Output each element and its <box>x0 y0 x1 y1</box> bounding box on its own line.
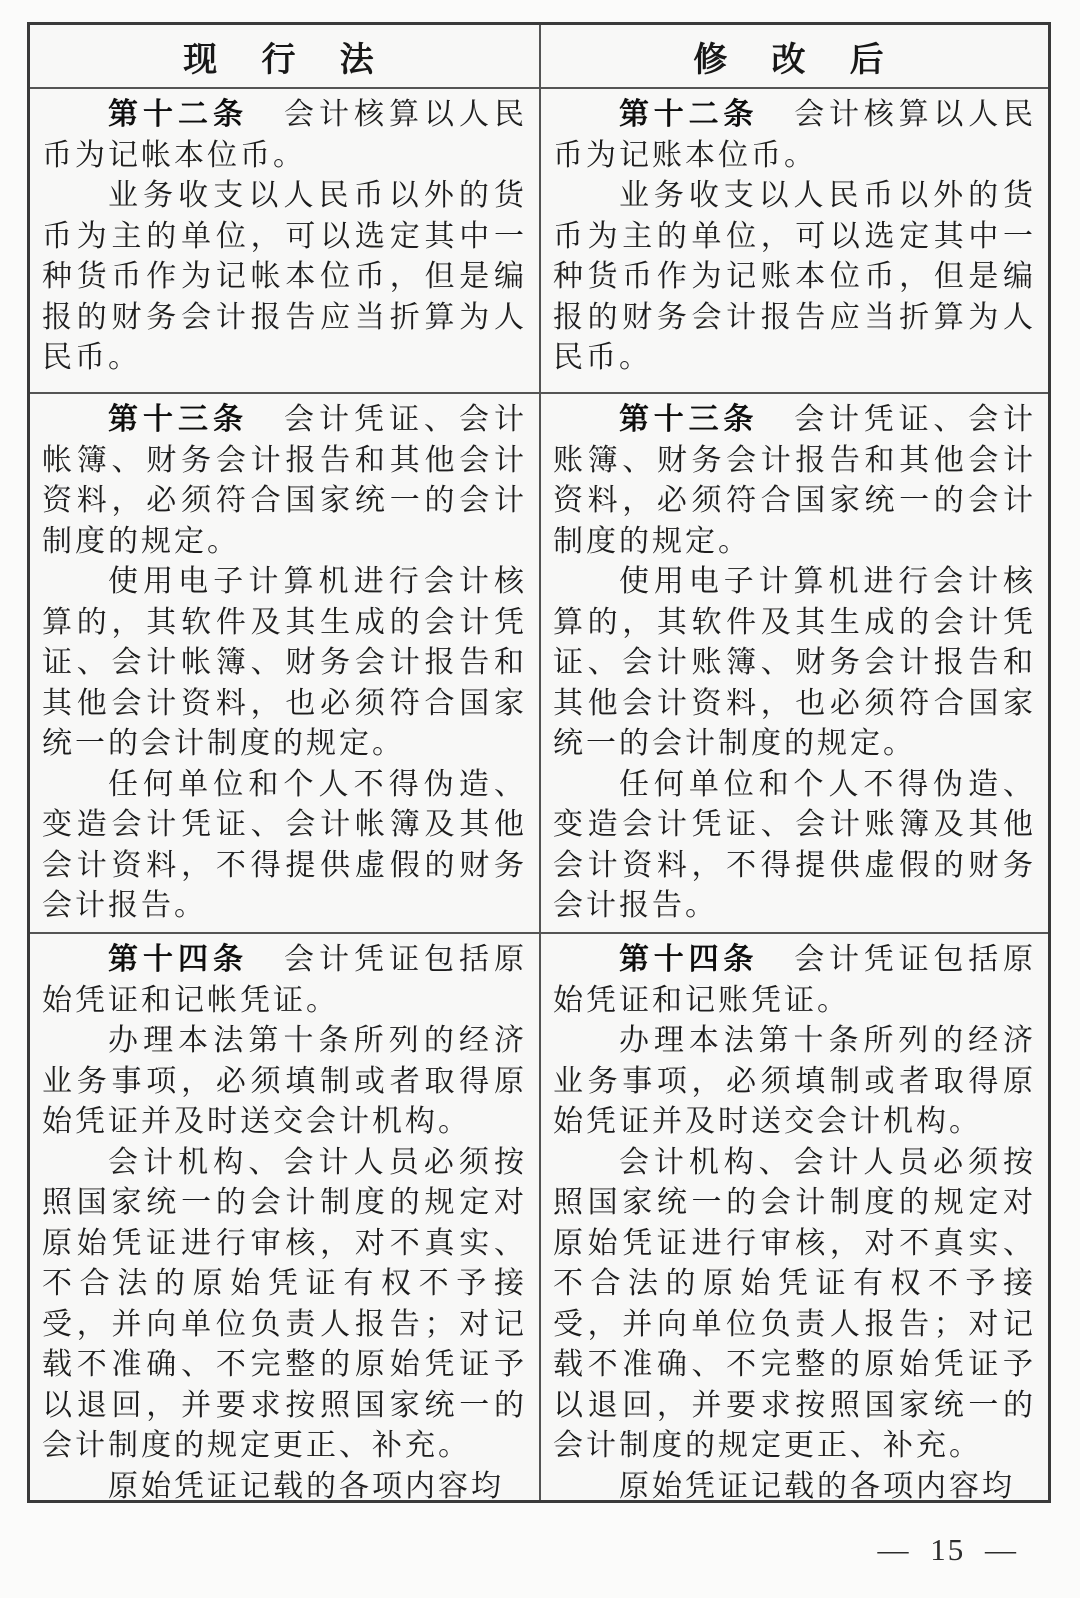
cell-article-12-amended <box>539 89 1048 392</box>
page-number: — 15 — <box>877 1532 1018 1567</box>
table-header-row <box>30 25 1048 89</box>
cell-article-14-current <box>30 934 539 1500</box>
paragraph: 任何单位和个人不得伪造、变造会计凭证、会计帐簿及其他会计资料，不得提供虚假的财务会计报告。 <box>42 767 527 922</box>
paragraph <box>553 400 1036 562</box>
cell-article-13-amended <box>539 394 1048 932</box>
paragraph: 原始凭证记载的各项内容均 <box>108 1469 504 1500</box>
paragraph: 会计机构、会计人员必须按照国家统一的会计制度的规定对原始凭证进行审核，对不真实、不合法的原始凭证有权不予接受，并向单位负责人报告；对记载不准确、不完整的原始凭证予以退回，并要求按照国家统一的会计制度的规定更正、补充。 <box>553 1145 1036 1462</box>
paragraph: 使用电子计算机进行会计核算的，其软件及其生成的会计凭证、会计帐簿、财务会计报告和其他会计资料，也必须符合国家统一的会计制度的规定。 <box>42 565 527 760</box>
paragraph-text: 会计核算以人民币为记帐本位币。 <box>42 98 527 172</box>
paragraph-text: 会计凭证包括原始凭证和记帐凭证。 <box>42 943 527 1017</box>
comparison-table <box>27 22 1051 1503</box>
article-13-heading: 第十三条 <box>619 403 759 436</box>
paragraph-text: 会计核算以人民币为记账本位币。 <box>553 98 1037 172</box>
paragraph: 业务收支以人民币以外的货币为主的单位，可以选定其中一种货币作为记帐本位币，但是编报的财务会计报告应当折算为人民币。 <box>42 179 527 374</box>
table-row-article-14 <box>30 934 1048 1500</box>
paragraph <box>42 940 527 1021</box>
article-12-heading: 第十二条 <box>619 98 759 131</box>
header-cell-current-law: 现行法 <box>183 41 418 79</box>
paragraph-text: 会计凭证包括原始凭证和记账凭证。 <box>553 943 1037 1017</box>
paragraph: 使用电子计算机进行会计核算的，其软件及其生成的会计凭证、会计账簿、财务会计报告和其他会计资料，也必须符合国家统一的会计制度的规定。 <box>553 565 1036 760</box>
table-row-article-13 <box>30 394 1048 934</box>
table-row-article-12 <box>30 89 1048 394</box>
paragraph <box>42 400 527 562</box>
paragraph-text: 会计凭证、会计账簿、财务会计报告和其他会计资料，必须符合国家统一的会计制度的规定。 <box>553 403 1037 558</box>
article-14-heading: 第十四条 <box>619 943 759 976</box>
paragraph <box>553 940 1036 1021</box>
paragraph: 业务收支以人民币以外的货币为主的单位，可以选定其中一种货币作为记账本位币，但是编报的财务会计报告应当折算为人民币。 <box>553 179 1036 374</box>
article-14-heading: 第十四条 <box>108 943 248 976</box>
paragraph: 任何单位和个人不得伪造、变造会计凭证、会计账簿及其他会计资料，不得提供虚假的财务会计报告。 <box>553 767 1036 922</box>
paragraph: 办理本法第十条所列的经济业务事项，必须填制或者取得原始凭证并及时送交会计机构。 <box>553 1024 1036 1138</box>
paragraph: 原始凭证记载的各项内容均 <box>619 1469 1015 1500</box>
cell-article-13-current <box>30 394 539 932</box>
paragraph <box>553 95 1036 176</box>
article-13-heading: 第十三条 <box>108 403 248 436</box>
header-cell-amended: 修改后 <box>539 25 1048 87</box>
paragraph-text: 会计凭证、会计帐簿、财务会计报告和其他会计资料，必须符合国家统一的会计制度的规定。 <box>42 403 527 558</box>
paragraph: 办理本法第十条所列的经济业务事项，必须填制或者取得原始凭证并及时送交会计机构。 <box>42 1024 527 1138</box>
article-12-heading: 第十二条 <box>108 98 248 131</box>
cell-article-14-amended <box>539 934 1048 1500</box>
cell-article-12-current <box>30 89 539 392</box>
paragraph <box>42 95 527 176</box>
paragraph: 会计机构、会计人员必须按照国家统一的会计制度的规定对原始凭证进行审核，对不真实、不合法的原始凭证有权不予接受，并向单位负责人报告；对记载不准确、不完整的原始凭证予以退回，并要求按照国家统一的会计制度的规定更正、补充。 <box>42 1145 527 1462</box>
